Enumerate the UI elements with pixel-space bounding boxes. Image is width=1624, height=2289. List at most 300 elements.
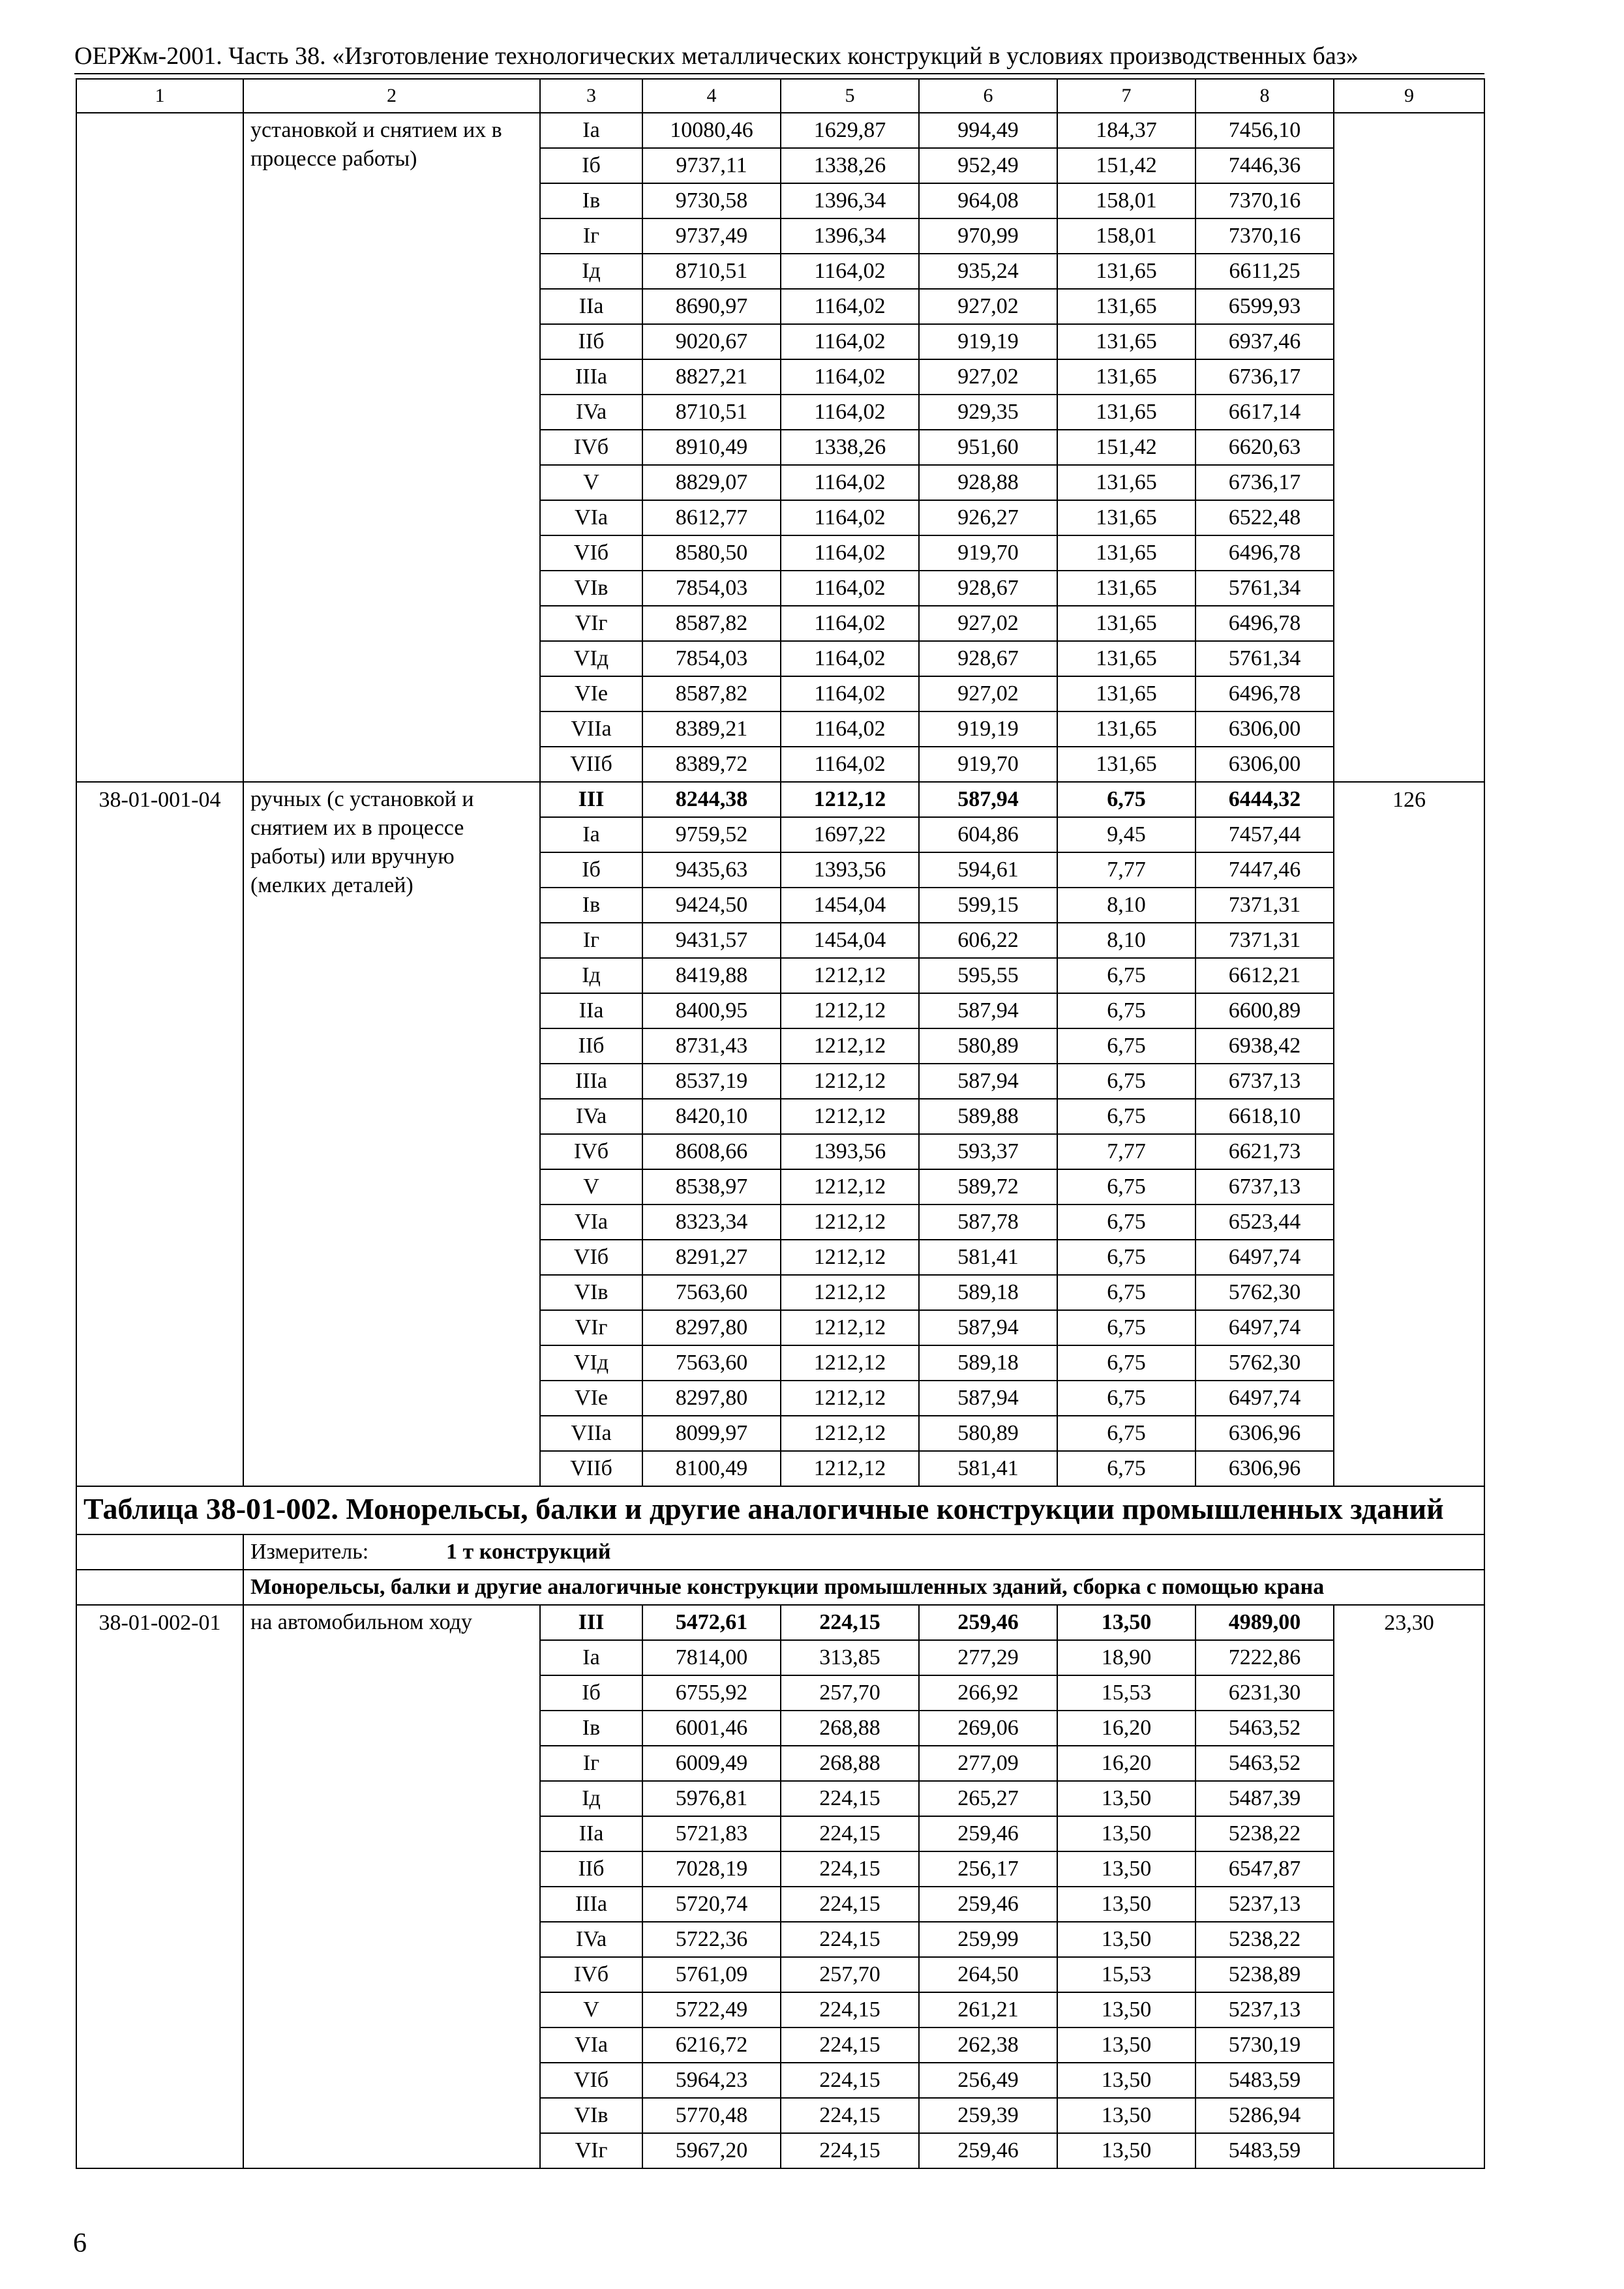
- column-number: 5: [781, 79, 919, 113]
- value-cell-8: 6612,21: [1195, 958, 1334, 993]
- value-cell-4: 8910,49: [642, 430, 781, 465]
- value-cell-7: 13,50: [1057, 2063, 1195, 2098]
- value-cell-5: 1164,02: [781, 324, 919, 359]
- value-cell-4: 8297,80: [642, 1381, 781, 1416]
- value-cell-4: 8389,21: [642, 711, 781, 747]
- rate-code: [76, 113, 243, 782]
- value-cell-7: 184,37: [1057, 113, 1195, 148]
- value-cell-7: 18,90: [1057, 1640, 1195, 1675]
- value-cell-4: 8420,10: [642, 1099, 781, 1134]
- value-cell-4: 5722,36: [642, 1922, 781, 1957]
- value-cell-5: 1164,02: [781, 606, 919, 641]
- value-cell-4: 8537,19: [642, 1064, 781, 1099]
- zone-cell: Iд: [540, 958, 642, 993]
- value-cell-4: 8419,88: [642, 958, 781, 993]
- value-cell-8: 5238,22: [1195, 1816, 1334, 1851]
- zone-cell: Iв: [540, 1711, 642, 1746]
- value-cell-4: 7854,03: [642, 641, 781, 676]
- value-cell-4: 8829,07: [642, 465, 781, 500]
- value-cell-7: 6,75: [1057, 1169, 1195, 1204]
- value-cell-6: 580,89: [919, 1416, 1057, 1451]
- column-number: 9: [1334, 79, 1484, 113]
- value-cell-5: 1396,34: [781, 183, 919, 218]
- value-cell-8: 6497,74: [1195, 1381, 1334, 1416]
- value-cell-8: 6306,00: [1195, 711, 1334, 747]
- column-number: 1: [76, 79, 243, 113]
- value-cell-4: 9020,67: [642, 324, 781, 359]
- value-cell-7: 6,75: [1057, 1345, 1195, 1381]
- value-cell-6: 269,06: [919, 1711, 1057, 1746]
- value-cell-8: 6618,10: [1195, 1099, 1334, 1134]
- value-cell-6: 587,94: [919, 782, 1057, 817]
- zone-cell: IIб: [540, 324, 642, 359]
- zone-cell: Ia: [540, 113, 642, 148]
- value-cell-4: 8690,97: [642, 289, 781, 324]
- value-cell-7: 131,65: [1057, 465, 1195, 500]
- value-cell-4: 10080,46: [642, 113, 781, 148]
- value-cell-8: 6496,78: [1195, 676, 1334, 711]
- zone-cell: IVa: [540, 1922, 642, 1957]
- value-cell-5: 1212,12: [781, 1204, 919, 1240]
- page-header: ОЕРЖм-2001. Часть 38. «Изготовление технологических металлических конструкций в условиях производственных баз»: [74, 42, 1359, 70]
- value-cell-5: 224,15: [781, 1922, 919, 1957]
- value-cell-6: 928,67: [919, 641, 1057, 676]
- value-cell-8: 6737,13: [1195, 1169, 1334, 1204]
- value-cell-4: 7563,60: [642, 1345, 781, 1381]
- value-cell-4: 9424,50: [642, 888, 781, 923]
- value-cell-8: 6497,74: [1195, 1310, 1334, 1345]
- value-cell-8: 5483,59: [1195, 2063, 1334, 2098]
- zone-cell: Iб: [540, 148, 642, 183]
- page-number: 6: [73, 2228, 87, 2258]
- value-cell-4: 8538,97: [642, 1169, 781, 1204]
- value-cell-6: 261,21: [919, 1992, 1057, 2027]
- zone-cell: IVa: [540, 1099, 642, 1134]
- value-cell-8: 6736,17: [1195, 465, 1334, 500]
- value-cell-7: 8,10: [1057, 888, 1195, 923]
- value-cell-4: 9737,11: [642, 148, 781, 183]
- value-cell-4: 8291,27: [642, 1240, 781, 1275]
- measure-label: Измеритель:: [250, 1540, 369, 1564]
- value-cell-4: 8580,50: [642, 535, 781, 571]
- zone-cell: VIд: [540, 641, 642, 676]
- value-cell-8: 6938,42: [1195, 1028, 1334, 1064]
- value-cell-6: 259,46: [919, 2133, 1057, 2168]
- value-cell-7: 131,65: [1057, 500, 1195, 535]
- value-cell-6: 277,29: [919, 1640, 1057, 1675]
- value-cell-4: 6009,49: [642, 1746, 781, 1781]
- value-cell-8: 6444,32: [1195, 782, 1334, 817]
- value-cell-7: 13,50: [1057, 1816, 1195, 1851]
- value-cell-7: 16,20: [1057, 1746, 1195, 1781]
- subheader-row: [76, 1570, 1484, 1605]
- value-cell-5: 1164,02: [781, 571, 919, 606]
- value-cell-8: 5463,52: [1195, 1711, 1334, 1746]
- value-cell-5: 224,15: [781, 1816, 919, 1851]
- zone-cell: IIIa: [540, 1887, 642, 1922]
- value-cell-7: 131,65: [1057, 747, 1195, 782]
- value-cell-8: 6617,14: [1195, 395, 1334, 430]
- value-cell-7: 151,42: [1057, 148, 1195, 183]
- value-cell-6: 259,46: [919, 1816, 1057, 1851]
- rate-code: 38-01-002-01: [76, 1605, 243, 2168]
- value-cell-8: 6547,87: [1195, 1851, 1334, 1887]
- value-cell-5: 1697,22: [781, 817, 919, 852]
- value-cell-5: 1164,02: [781, 289, 919, 324]
- value-cell-5: 1212,12: [781, 993, 919, 1028]
- zone-cell: Iб: [540, 1675, 642, 1711]
- zone-cell: VIб: [540, 535, 642, 571]
- measure-cell: [243, 1534, 1484, 1570]
- value-cell-7: 131,65: [1057, 535, 1195, 571]
- value-cell-5: 1212,12: [781, 1169, 919, 1204]
- column-9-value: 23,30: [1334, 1605, 1484, 2168]
- value-cell-4: 8710,51: [642, 254, 781, 289]
- measure-spacer: [76, 1534, 243, 1570]
- zone-cell: Iд: [540, 1781, 642, 1816]
- value-cell-5: 224,15: [781, 1992, 919, 2027]
- zone-cell: IIa: [540, 289, 642, 324]
- table-row: [76, 1605, 1484, 1640]
- value-cell-6: 595,55: [919, 958, 1057, 993]
- value-cell-5: 313,85: [781, 1640, 919, 1675]
- value-cell-8: 7371,31: [1195, 923, 1334, 958]
- value-cell-8: 6523,44: [1195, 1204, 1334, 1240]
- value-cell-5: 1212,12: [781, 782, 919, 817]
- value-cell-7: 131,65: [1057, 254, 1195, 289]
- value-cell-6: 581,41: [919, 1451, 1057, 1486]
- value-cell-6: 927,02: [919, 676, 1057, 711]
- zone-cell: IVб: [540, 1134, 642, 1169]
- value-cell-4: 5721,83: [642, 1816, 781, 1851]
- value-cell-8: 5286,94: [1195, 2098, 1334, 2133]
- value-cell-7: 6,75: [1057, 1064, 1195, 1099]
- zone-cell: VIIa: [540, 1416, 642, 1451]
- value-cell-4: 7854,03: [642, 571, 781, 606]
- value-cell-8: 6600,89: [1195, 993, 1334, 1028]
- value-cell-7: 131,65: [1057, 359, 1195, 395]
- measure-row: [76, 1534, 1484, 1570]
- value-cell-7: 6,75: [1057, 1240, 1195, 1275]
- value-cell-4: 9431,57: [642, 923, 781, 958]
- value-cell-5: 1164,02: [781, 500, 919, 535]
- zone-cell: VIIa: [540, 711, 642, 747]
- zone-cell: IIa: [540, 993, 642, 1028]
- rate-description: на автомобильном ходу: [243, 1605, 540, 2168]
- subheader-text: Монорельсы, балки и другие аналогичные конструкции промышленных зданий, сборка с помощью крана: [243, 1570, 1484, 1605]
- value-cell-5: 224,15: [781, 2027, 919, 2063]
- value-cell-4: 9730,58: [642, 183, 781, 218]
- zone-cell: IIIa: [540, 359, 642, 395]
- value-cell-5: 1212,12: [781, 1451, 919, 1486]
- value-cell-4: 7028,19: [642, 1851, 781, 1887]
- zone-cell: IVб: [540, 1957, 642, 1992]
- value-cell-7: 6,75: [1057, 1275, 1195, 1310]
- value-cell-7: 131,65: [1057, 289, 1195, 324]
- value-cell-7: 13,50: [1057, 1851, 1195, 1887]
- value-cell-4: 6216,72: [642, 2027, 781, 2063]
- value-cell-7: 131,65: [1057, 711, 1195, 747]
- value-cell-5: 1629,87: [781, 113, 919, 148]
- value-cell-5: 1212,12: [781, 1310, 919, 1345]
- zone-cell: VIв: [540, 2098, 642, 2133]
- value-cell-7: 13,50: [1057, 1781, 1195, 1816]
- value-cell-5: 1454,04: [781, 923, 919, 958]
- value-cell-6: 266,92: [919, 1675, 1057, 1711]
- measure-value: 1 т конструкций: [446, 1540, 611, 1564]
- value-cell-4: 8400,95: [642, 993, 781, 1028]
- value-cell-5: 1212,12: [781, 1240, 919, 1275]
- value-cell-8: 6620,63: [1195, 430, 1334, 465]
- value-cell-8: 7371,31: [1195, 888, 1334, 923]
- value-cell-8: 5487,39: [1195, 1781, 1334, 1816]
- value-cell-4: 5967,20: [642, 2133, 781, 2168]
- value-cell-6: 928,67: [919, 571, 1057, 606]
- value-cell-6: 919,70: [919, 747, 1057, 782]
- zone-cell: VIIб: [540, 747, 642, 782]
- value-cell-7: 9,45: [1057, 817, 1195, 852]
- value-cell-4: 8099,97: [642, 1416, 781, 1451]
- value-cell-8: 6937,46: [1195, 324, 1334, 359]
- value-cell-6: 589,18: [919, 1275, 1057, 1310]
- rates-table: [76, 78, 1485, 2169]
- zone-cell: VIa: [540, 1204, 642, 1240]
- zone-cell: VIв: [540, 571, 642, 606]
- value-cell-6: 580,89: [919, 1028, 1057, 1064]
- value-cell-7: 7,77: [1057, 1134, 1195, 1169]
- value-cell-7: 13,50: [1057, 1887, 1195, 1922]
- value-cell-5: 1393,56: [781, 1134, 919, 1169]
- value-cell-5: 1164,02: [781, 395, 919, 430]
- value-cell-8: 6306,00: [1195, 747, 1334, 782]
- value-cell-6: 964,08: [919, 183, 1057, 218]
- rate-description: ручных (с установкой и снятием их в процессе работы) или вручную (мелких деталей): [243, 782, 540, 1486]
- value-cell-5: 224,15: [781, 1605, 919, 1640]
- value-cell-7: 131,65: [1057, 324, 1195, 359]
- value-cell-8: 6496,78: [1195, 535, 1334, 571]
- value-cell-8: 5238,22: [1195, 1922, 1334, 1957]
- value-cell-4: 5761,09: [642, 1957, 781, 1992]
- value-cell-7: 131,65: [1057, 641, 1195, 676]
- value-cell-5: 268,88: [781, 1746, 919, 1781]
- zone-cell: Iд: [540, 254, 642, 289]
- value-cell-8: 6522,48: [1195, 500, 1334, 535]
- value-cell-5: 1164,02: [781, 641, 919, 676]
- value-cell-4: 8827,21: [642, 359, 781, 395]
- zone-cell: Iг: [540, 923, 642, 958]
- value-cell-6: 259,46: [919, 1605, 1057, 1640]
- zone-cell: VIa: [540, 500, 642, 535]
- value-cell-5: 1212,12: [781, 1064, 919, 1099]
- column-number: 7: [1057, 79, 1195, 113]
- value-cell-4: 8608,66: [642, 1134, 781, 1169]
- value-cell-7: 16,20: [1057, 1711, 1195, 1746]
- value-cell-8: 6306,96: [1195, 1416, 1334, 1451]
- value-cell-5: 1393,56: [781, 852, 919, 888]
- value-cell-4: 8244,38: [642, 782, 781, 817]
- value-cell-5: 1212,12: [781, 958, 919, 993]
- value-cell-6: 589,72: [919, 1169, 1057, 1204]
- value-cell-7: 158,01: [1057, 183, 1195, 218]
- value-cell-6: 594,61: [919, 852, 1057, 888]
- column-number: 3: [540, 79, 642, 113]
- value-cell-6: 606,22: [919, 923, 1057, 958]
- value-cell-7: 6,75: [1057, 958, 1195, 993]
- value-cell-4: 6755,92: [642, 1675, 781, 1711]
- value-cell-5: 224,15: [781, 1887, 919, 1922]
- value-cell-5: 1164,02: [781, 676, 919, 711]
- value-cell-5: 1396,34: [781, 218, 919, 254]
- value-cell-7: 131,65: [1057, 395, 1195, 430]
- section-title: Таблица 38-01-002. Монорельсы, балки и другие аналогичные конструкции промышленных зданий: [76, 1486, 1484, 1534]
- zone-cell: VIб: [540, 1240, 642, 1275]
- value-cell-7: 15,53: [1057, 1957, 1195, 1992]
- value-cell-8: 5730,19: [1195, 2027, 1334, 2063]
- value-cell-8: 7446,36: [1195, 148, 1334, 183]
- value-cell-4: 9435,63: [642, 852, 781, 888]
- rate-code: 38-01-001-04: [76, 782, 243, 1486]
- zone-cell: VIг: [540, 1310, 642, 1345]
- value-cell-4: 8297,80: [642, 1310, 781, 1345]
- value-cell-5: 1212,12: [781, 1416, 919, 1451]
- column-number: 6: [919, 79, 1057, 113]
- zone-cell: VIг: [540, 606, 642, 641]
- value-cell-6: 265,27: [919, 1781, 1057, 1816]
- value-cell-7: 13,50: [1057, 2133, 1195, 2168]
- zone-cell: Iв: [540, 183, 642, 218]
- value-cell-6: 259,39: [919, 2098, 1057, 2133]
- zone-cell: IIa: [540, 1816, 642, 1851]
- value-cell-7: 131,65: [1057, 676, 1195, 711]
- zone-cell: VIг: [540, 2133, 642, 2168]
- value-cell-6: 587,94: [919, 993, 1057, 1028]
- value-cell-6: 919,19: [919, 324, 1057, 359]
- value-cell-7: 6,75: [1057, 782, 1195, 817]
- value-cell-6: 593,37: [919, 1134, 1057, 1169]
- value-cell-4: 9737,49: [642, 218, 781, 254]
- value-cell-5: 1164,02: [781, 359, 919, 395]
- value-cell-8: 5762,30: [1195, 1345, 1334, 1381]
- zone-cell: IIб: [540, 1851, 642, 1887]
- value-cell-6: 935,24: [919, 254, 1057, 289]
- value-cell-4: 5976,81: [642, 1781, 781, 1816]
- zone-cell: IVб: [540, 430, 642, 465]
- value-cell-4: 8587,82: [642, 676, 781, 711]
- value-cell-8: 6736,17: [1195, 359, 1334, 395]
- value-cell-4: 8323,34: [642, 1204, 781, 1240]
- column-number: 8: [1195, 79, 1334, 113]
- value-cell-6: 259,46: [919, 1887, 1057, 1922]
- zone-cell: VIв: [540, 1275, 642, 1310]
- value-cell-5: 1212,12: [781, 1345, 919, 1381]
- value-cell-4: 5720,74: [642, 1887, 781, 1922]
- value-cell-7: 6,75: [1057, 1310, 1195, 1345]
- value-cell-5: 1164,02: [781, 711, 919, 747]
- value-cell-8: 6737,13: [1195, 1064, 1334, 1099]
- value-cell-6: 259,99: [919, 1922, 1057, 1957]
- value-cell-6: 581,41: [919, 1240, 1057, 1275]
- zone-cell: Ia: [540, 1640, 642, 1675]
- value-cell-4: 6001,46: [642, 1711, 781, 1746]
- value-cell-7: 6,75: [1057, 1381, 1195, 1416]
- value-cell-4: 8731,43: [642, 1028, 781, 1064]
- value-cell-5: 257,70: [781, 1957, 919, 1992]
- zone-cell: VIa: [540, 2027, 642, 2063]
- value-cell-4: 5722,49: [642, 1992, 781, 2027]
- zone-cell: III: [540, 782, 642, 817]
- value-cell-6: 970,99: [919, 218, 1057, 254]
- value-cell-7: 131,65: [1057, 571, 1195, 606]
- table-row: [76, 782, 1484, 817]
- zone-cell: VIe: [540, 676, 642, 711]
- value-cell-7: 158,01: [1057, 218, 1195, 254]
- zone-cell: Ia: [540, 817, 642, 852]
- value-cell-4: 5770,48: [642, 2098, 781, 2133]
- value-cell-6: 926,27: [919, 500, 1057, 535]
- zone-cell: Iб: [540, 852, 642, 888]
- subheader-spacer: [76, 1570, 243, 1605]
- value-cell-6: 587,78: [919, 1204, 1057, 1240]
- value-cell-8: 6621,73: [1195, 1134, 1334, 1169]
- value-cell-4: 9759,52: [642, 817, 781, 852]
- column-number: 4: [642, 79, 781, 113]
- value-cell-8: 6496,78: [1195, 606, 1334, 641]
- value-cell-6: 589,88: [919, 1099, 1057, 1134]
- value-cell-6: 587,94: [919, 1310, 1057, 1345]
- value-cell-8: 5761,34: [1195, 571, 1334, 606]
- value-cell-7: 15,53: [1057, 1675, 1195, 1711]
- value-cell-4: 7814,00: [642, 1640, 781, 1675]
- value-cell-7: 13,50: [1057, 2098, 1195, 2133]
- value-cell-8: 5237,13: [1195, 1887, 1334, 1922]
- value-cell-5: 1164,02: [781, 254, 919, 289]
- zone-cell: Iг: [540, 1746, 642, 1781]
- value-cell-5: 224,15: [781, 2063, 919, 2098]
- value-cell-6: 587,94: [919, 1064, 1057, 1099]
- value-cell-8: 4989,00: [1195, 1605, 1334, 1640]
- value-cell-7: 6,75: [1057, 993, 1195, 1028]
- value-cell-5: 224,15: [781, 2098, 919, 2133]
- value-cell-8: 7370,16: [1195, 218, 1334, 254]
- zone-cell: VIIб: [540, 1451, 642, 1486]
- value-cell-4: 8612,77: [642, 500, 781, 535]
- value-cell-6: 952,49: [919, 148, 1057, 183]
- value-cell-7: 8,10: [1057, 923, 1195, 958]
- value-cell-7: 13,50: [1057, 1992, 1195, 2027]
- value-cell-7: 151,42: [1057, 430, 1195, 465]
- value-cell-4: 8587,82: [642, 606, 781, 641]
- zone-cell: VIб: [540, 2063, 642, 2098]
- value-cell-5: 1212,12: [781, 1381, 919, 1416]
- value-cell-8: 6599,93: [1195, 289, 1334, 324]
- value-cell-7: 6,75: [1057, 1416, 1195, 1451]
- value-cell-6: 927,02: [919, 289, 1057, 324]
- table-body: [76, 79, 1484, 2168]
- value-cell-8: 6306,96: [1195, 1451, 1334, 1486]
- value-cell-7: 6,75: [1057, 1204, 1195, 1240]
- table-row: [76, 113, 1484, 148]
- zone-cell: IVa: [540, 395, 642, 430]
- header-rule: [74, 73, 1484, 74]
- value-cell-8: 6231,30: [1195, 1675, 1334, 1711]
- value-cell-6: 927,02: [919, 606, 1057, 641]
- value-cell-4: 5472,61: [642, 1605, 781, 1640]
- value-cell-8: 7370,16: [1195, 183, 1334, 218]
- value-cell-8: 5463,52: [1195, 1746, 1334, 1781]
- value-cell-5: 1454,04: [781, 888, 919, 923]
- value-cell-7: 13,50: [1057, 1922, 1195, 1957]
- value-cell-6: 277,09: [919, 1746, 1057, 1781]
